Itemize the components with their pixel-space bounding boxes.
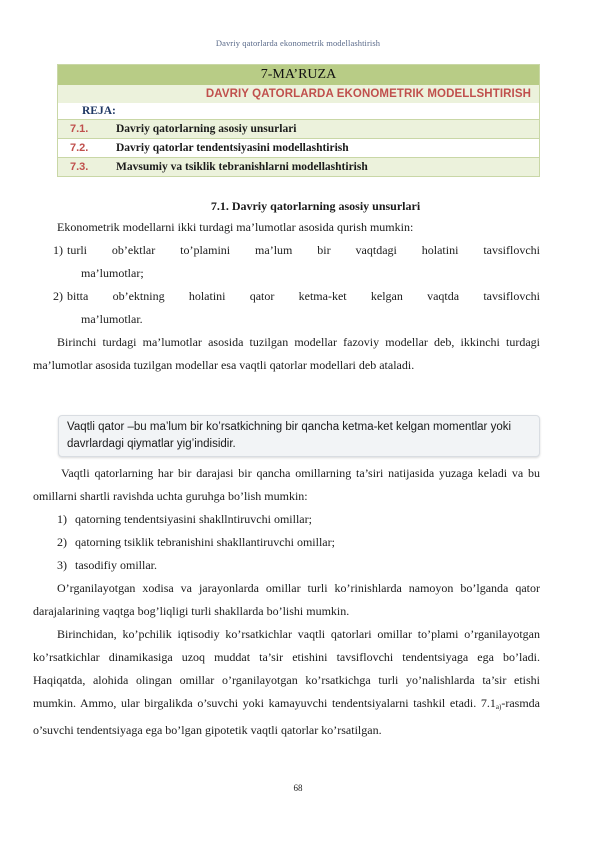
models-paragraph: Birinchi turdagi ma’lumotlar asosida tuzilgan modellar fazoviy modellar deb, ikkinchi turdagi ma’lumotlar asosida tuzilgan modellar esa vaqtli qatorlar modellari deb ataladi. xyxy=(33,335,540,372)
lecture-title: DAVRIY QATORLARDA EKONOMETRIK MODELLSHTIRISH xyxy=(58,85,539,103)
plan-item xyxy=(58,157,539,176)
data-type-item xyxy=(33,239,540,285)
plan-item xyxy=(58,119,539,138)
plan-item-text: Mavsumiy va tsiklik tebranishlarni modellashtirish xyxy=(116,161,368,173)
definition-callout: Vaqtli qator –bu ma’lum bir ko’rsatkichning bir qancha ketma-ket kelgan momentlar yoki davrlardagi qiymatlar yig’indisidir. xyxy=(58,415,540,457)
section-heading: 7.1. Davriy qatorlarning asosiy unsurlari xyxy=(210,199,421,213)
running-header: Davriy qatorlarda ekonometrik modellashtirish xyxy=(215,38,381,48)
list-text: qatorning tendentsiyasini shakllntiruvchi omillar; xyxy=(75,512,312,526)
plan-item-number: 7.2. xyxy=(70,142,89,154)
list-number: 1) xyxy=(53,243,63,257)
plan-item xyxy=(58,138,539,157)
plan-item-number: 7.1. xyxy=(70,123,89,135)
plan-label: REJA: xyxy=(82,105,116,117)
data-type-item xyxy=(33,285,540,331)
plan-item-text: Davriy qatorlar tendentsiyasini modellashtirish xyxy=(116,142,349,154)
lecture-plan-box xyxy=(57,64,540,177)
factors-paragraph: Vaqtli qatorlarning har bir darajasi bir qancha omillarning ta’siri natijasida yuzaga keladi va bu omillarni shartli ravishda uchta guruhga bo’lish mumkin: xyxy=(33,466,540,503)
list-text: tasodifiy omillar. xyxy=(75,558,157,572)
list-text: ma’lumotlar. xyxy=(81,312,143,326)
list-number: 1) xyxy=(57,512,67,526)
list-text: turli ob’ektlar to’plamini ma’lum bir vaqtdagi holatini tavsiflovchi xyxy=(67,243,540,257)
list-text: ma’lumotlar; xyxy=(81,266,144,280)
plan-item-number: 7.3. xyxy=(70,161,89,173)
list-number: 2) xyxy=(57,535,67,549)
page-number: 68 xyxy=(293,783,303,793)
section-body xyxy=(33,196,540,377)
forms-paragraph: O’rganilayotgan xodisa va jarayonlarda omillar turli ko’rinishlarda namoyon bo’lganda qator darajalarining vaqtga bog’liqligi turli shakllarda bo’lishi mumkin. xyxy=(33,581,540,618)
factor-item xyxy=(33,508,540,531)
list-text: bitta ob’ektning holatini qator ketma-ket kelgan vaqtda tavsiflovchi xyxy=(67,289,540,303)
list-text: qatorning tsiklik tebranishini shakllantiruvchi omillar; xyxy=(75,535,335,549)
list-number: 2) xyxy=(53,289,63,303)
intro-paragraph: Ekonometrik modellarni ikki turdagi ma’lumotlar asosida qurish mumkin: xyxy=(57,220,414,234)
factor-item xyxy=(33,554,540,577)
first-paragraph: Birinchidan, ko’pchilik iqtisodiy ko’rsatkichlar vaqtli qatorlari omillar to’plami o’rganilayotgan ko’rsatkichlar dinamikasiga uzoq muddat ta’sir etishini tavsiflovchi tendentsiyaga ega bo’ladi. Haqiqatda, alohida olingan omillar o’rganilayotgan ko’rsatkichga turli yo’nalishlarda ta’sir etishi mumkin. Ammo, ular birgalikda o’suvchi yoki kamayuvchi tendentsiyalarni tashkil etadi. $7.1_{a)}$-rasmda o’suvchi tendentsiyaga ega bo’lgan gipotetik vaqtli qatorlar ko’rsatilgan. xyxy=(33,627,540,737)
subscript: a) xyxy=(495,703,502,711)
section-body-continued xyxy=(33,462,540,742)
factor-item xyxy=(33,531,540,554)
plan-item-text: Davriy qatorlarning asosiy unsurlari xyxy=(116,123,297,135)
lecture-number: 7-MA’RUZA xyxy=(58,65,539,85)
list-number: 3) xyxy=(57,558,67,572)
